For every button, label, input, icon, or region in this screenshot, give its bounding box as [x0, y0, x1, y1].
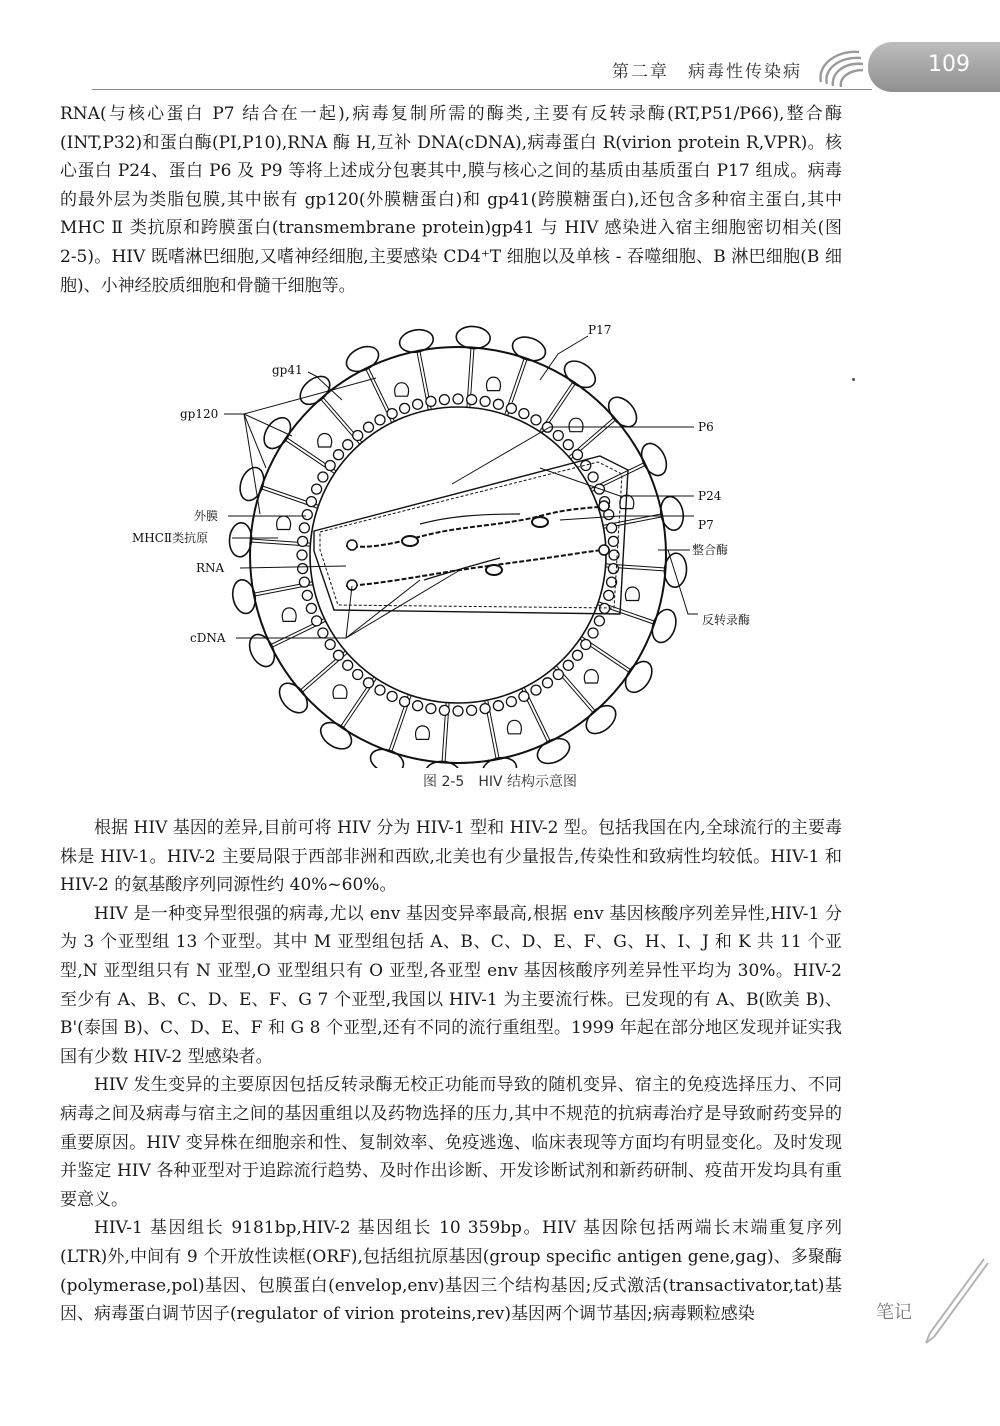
figure-caption: 图 2-5 HIV 结构示意图: [423, 774, 577, 790]
paragraph-hiv-types: 根据 HIV 基因的差异,目前可将 HIV 分为 HIV-1 型和 HIV-2 型。包括我国在内,全球流行的主要毒株是 HIV-1。HIV-2 主要局限于西部非洲和西欧,北美也有少量报告,传染性和致病性均较低。HIV-1 和 HIV-2 的氨基酸序列同源性约 40%~60%。: [60, 818, 842, 896]
matrix-bead: [426, 396, 436, 406]
matrix-bead: [594, 616, 604, 626]
label-gp120: gp120: [180, 407, 219, 421]
matrix-bead: [298, 564, 308, 574]
matrix-bead: [608, 564, 618, 574]
matrix-bead: [493, 701, 503, 711]
mhc2-antigen-loop: [333, 685, 347, 699]
matrix-bead: [306, 603, 316, 613]
hiv-structure-figure: [120, 318, 800, 768]
rna-end-marker: [599, 501, 609, 511]
label-p24: P24: [698, 489, 722, 503]
margin-mark: [852, 378, 855, 381]
matrix-bead: [297, 550, 307, 560]
paragraph-hiv-variation: HIV 发生变异的主要原因包括反转录酶无校正功能而导致的随机变异、宿主的免疫选择压力、不同病毒之间及病毒与宿主之间的基因重组以及药物选择的压力,其中不规范的抗病毒治疗是导致耐药变异的重要原因。HIV 变异株在细胞亲和性、复制效率、免疫逃逸、临床表现等方面均有明显变化。及时发现并鉴定 HIV 各种亚型对于追踪流行趋势、及时作出诊断、开发诊断试剂和新药研制、疫苗开发均具有重要意义。: [60, 1075, 842, 1210]
matrix-bead: [480, 396, 490, 406]
rna-end-marker: [599, 545, 609, 555]
matrix-bead: [607, 523, 617, 533]
mhc2-antigen-loop: [282, 608, 296, 622]
matrix-bead: [334, 650, 344, 660]
rna-end-marker: [347, 540, 357, 550]
matrix-bead: [334, 450, 344, 460]
matrix-bead: [573, 450, 583, 460]
intro-paragraph-block: [60, 100, 842, 300]
matrix-bead: [531, 685, 541, 695]
matrix-bead: [467, 705, 477, 715]
matrix-bead: [364, 422, 374, 432]
page-number: 109: [928, 52, 970, 77]
matrix-bead: [453, 706, 463, 716]
reverse-transcriptase-blob: [402, 536, 418, 546]
matrix-bead: [573, 650, 583, 660]
page-header: [0, 0, 1000, 100]
gp120-knob: [455, 325, 490, 349]
label-p7: P7: [698, 518, 714, 532]
matrix-bead: [413, 701, 423, 711]
matrix-bead: [493, 399, 503, 409]
mhc2-antigen-loop: [584, 670, 598, 684]
matrix-bead: [506, 403, 516, 413]
gp120-knob: [228, 522, 252, 557]
matrix-bead: [353, 431, 363, 441]
intro-paragraph: RNA(与核心蛋白 P7 结合在一起),病毒复制所需的酶类,主要有反转录酶(RT,P51/P66),整合酶(INT,P32)和蛋白酶(PI,P10),RNA 酶 H,互补 DNA(cDNA),病毒蛋白 R(virion protein R,VPR)。核心蛋白 P24、蛋白 P6 及 P9 等将上述成分包裹其中,膜与核心之间的基质由基质蛋白 P17 组成。病毒的最外层为类脂包膜,其中嵌有 gp120(外膜糖蛋白)和 gp41(跨膜糖蛋白),还包含多种宿主蛋白,其中 MHC Ⅱ 类抗原和跨膜蛋白(transmembrane protein)gp41 与 HIV 感染进入宿主细胞密切相关(图 2-5)。HIV 既嗜淋巴细胞,又嗜神经细胞,主要感染 CD4⁺T 细胞以及单核 - 吞噬细胞、B 淋巴细胞(B 细胞)、小神经胶质细胞和骨髓干细胞等。: [60, 104, 842, 296]
matrix-bead: [299, 523, 309, 533]
matrix-bead: [604, 590, 614, 600]
label-p6: P6: [698, 420, 714, 434]
pencil-icon: [920, 1255, 990, 1345]
matrix-bead: [400, 697, 410, 707]
matrix-bead: [298, 536, 308, 546]
label-gp41: gp41: [272, 363, 303, 377]
mhc2-antigen-loop: [507, 720, 521, 734]
matrix-bead: [318, 628, 328, 638]
label-mhc2-antigen: MHCⅡ类抗原: [132, 531, 209, 545]
paragraph-hiv-subtypes: HIV 是一种变异型很强的病毒,尤以 env 基因变异率最高,根据 env 基因核酸序列差异性,HIV-1 分为 3 个亚型组 13 个亚型。其中 M 亚型组包括 A、B、C、D、E、F、G、H、I、J 和 K 共 11 个亚型,N 亚型组只有 N 亚型,O 亚型组只有 O 亚型,各亚型 env 基因核酸序列差异性平均为 30%。HIV-2 至少有 A、B、C、D、E、F、G 7 个亚型,我国以 HIV-1 为主要流行株。已发现的有 A、B(欧美 B)、B'(泰国 B)、C、D、E、F 和 G 8 个亚型,还有不同的流行重组型。1999 年起在部分地区发现并证实我国有少数 HIV-2 型感染者。: [60, 903, 842, 1067]
matrix-bead: [506, 697, 516, 707]
mhc2-antigen-loop: [416, 726, 430, 740]
margin-note-label: 笔记: [876, 1302, 912, 1323]
matrix-bead: [325, 461, 335, 471]
matrix-bead: [480, 704, 490, 714]
matrix-bead: [588, 628, 598, 638]
matrix-bead: [600, 603, 610, 613]
header-divider: [92, 89, 872, 90]
label-cdna: cDNA: [190, 631, 226, 645]
matrix-bead: [453, 394, 463, 404]
matrix-bead: [581, 640, 591, 650]
gp120-knob: [663, 552, 687, 587]
matrix-bead: [299, 577, 309, 587]
matrix-bead: [375, 685, 385, 695]
mhc2-antigen-loop: [487, 377, 501, 391]
label-p17: P17: [588, 323, 612, 337]
matrix-bead: [343, 440, 353, 450]
matrix-bead: [531, 415, 541, 425]
swirl-logo-icon: [815, 44, 867, 90]
matrix-bead: [439, 705, 449, 715]
mhc2-antigen-loop: [395, 383, 409, 397]
matrix-bead: [563, 440, 573, 450]
matrix-bead: [563, 660, 573, 670]
matrix-bead: [553, 431, 563, 441]
gp120-knob: [367, 745, 406, 768]
matrix-bead: [302, 510, 312, 520]
matrix-bead: [400, 403, 410, 413]
matrix-bead: [553, 670, 563, 680]
matrix-bead: [426, 704, 436, 714]
protease-blob: [486, 565, 502, 575]
label-envelope: 外膜: [194, 509, 219, 523]
body-text: [60, 814, 842, 1329]
mhc2-antigen-loop: [625, 587, 639, 601]
mhc2-antigen-loop: [277, 516, 291, 530]
matrix-bead: [413, 399, 423, 409]
matrix-bead: [467, 395, 477, 405]
matrix-bead: [387, 691, 397, 701]
matrix-bead: [608, 536, 618, 546]
matrix-bead: [364, 678, 374, 688]
matrix-bead: [343, 660, 353, 670]
matrix-bead: [543, 678, 553, 688]
matrix-bead: [588, 472, 598, 482]
label-integrase: 整合酶: [692, 543, 729, 557]
matrix-bead: [312, 484, 322, 494]
matrix-bead: [375, 415, 385, 425]
matrix-bead: [519, 409, 529, 419]
mhc2-antigen-loop: [569, 418, 583, 432]
matrix-bead: [302, 590, 312, 600]
matrix-bead: [387, 409, 397, 419]
matrix-bead: [306, 497, 316, 507]
label-reverse-transcriptase: 反转录酶: [702, 613, 751, 627]
integrase-blob: [532, 517, 548, 527]
matrix-bead: [353, 670, 363, 680]
matrix-bead: [318, 472, 328, 482]
label-rna: RNA: [196, 561, 225, 575]
matrix-bead: [312, 616, 322, 626]
mhc2-antigen-loop: [318, 434, 332, 448]
matrix-bead: [519, 691, 529, 701]
matrix-bead: [439, 395, 449, 405]
paragraph-hiv-genome: HIV-1 基因组长 9181bp,HIV-2 基因组长 10 359bp。HIV 基因除包括两端长末端重复序列(LTR)外,中间有 9 个开放性读框(ORF),包括组抗原基因(group specific antigen gene,gag)、多聚酶(polymerase,pol)基因、包膜蛋白(envelop,env)基因三个结构基因;反式激活(transactivator,tat)基因、病毒蛋白调节因子(regulator of virion proteins,rev)基因两个调节基因;病毒颗粒感染: [60, 1218, 842, 1325]
matrix-bead: [325, 640, 335, 650]
chapter-title: 第二章 病毒性传染病: [612, 62, 802, 82]
